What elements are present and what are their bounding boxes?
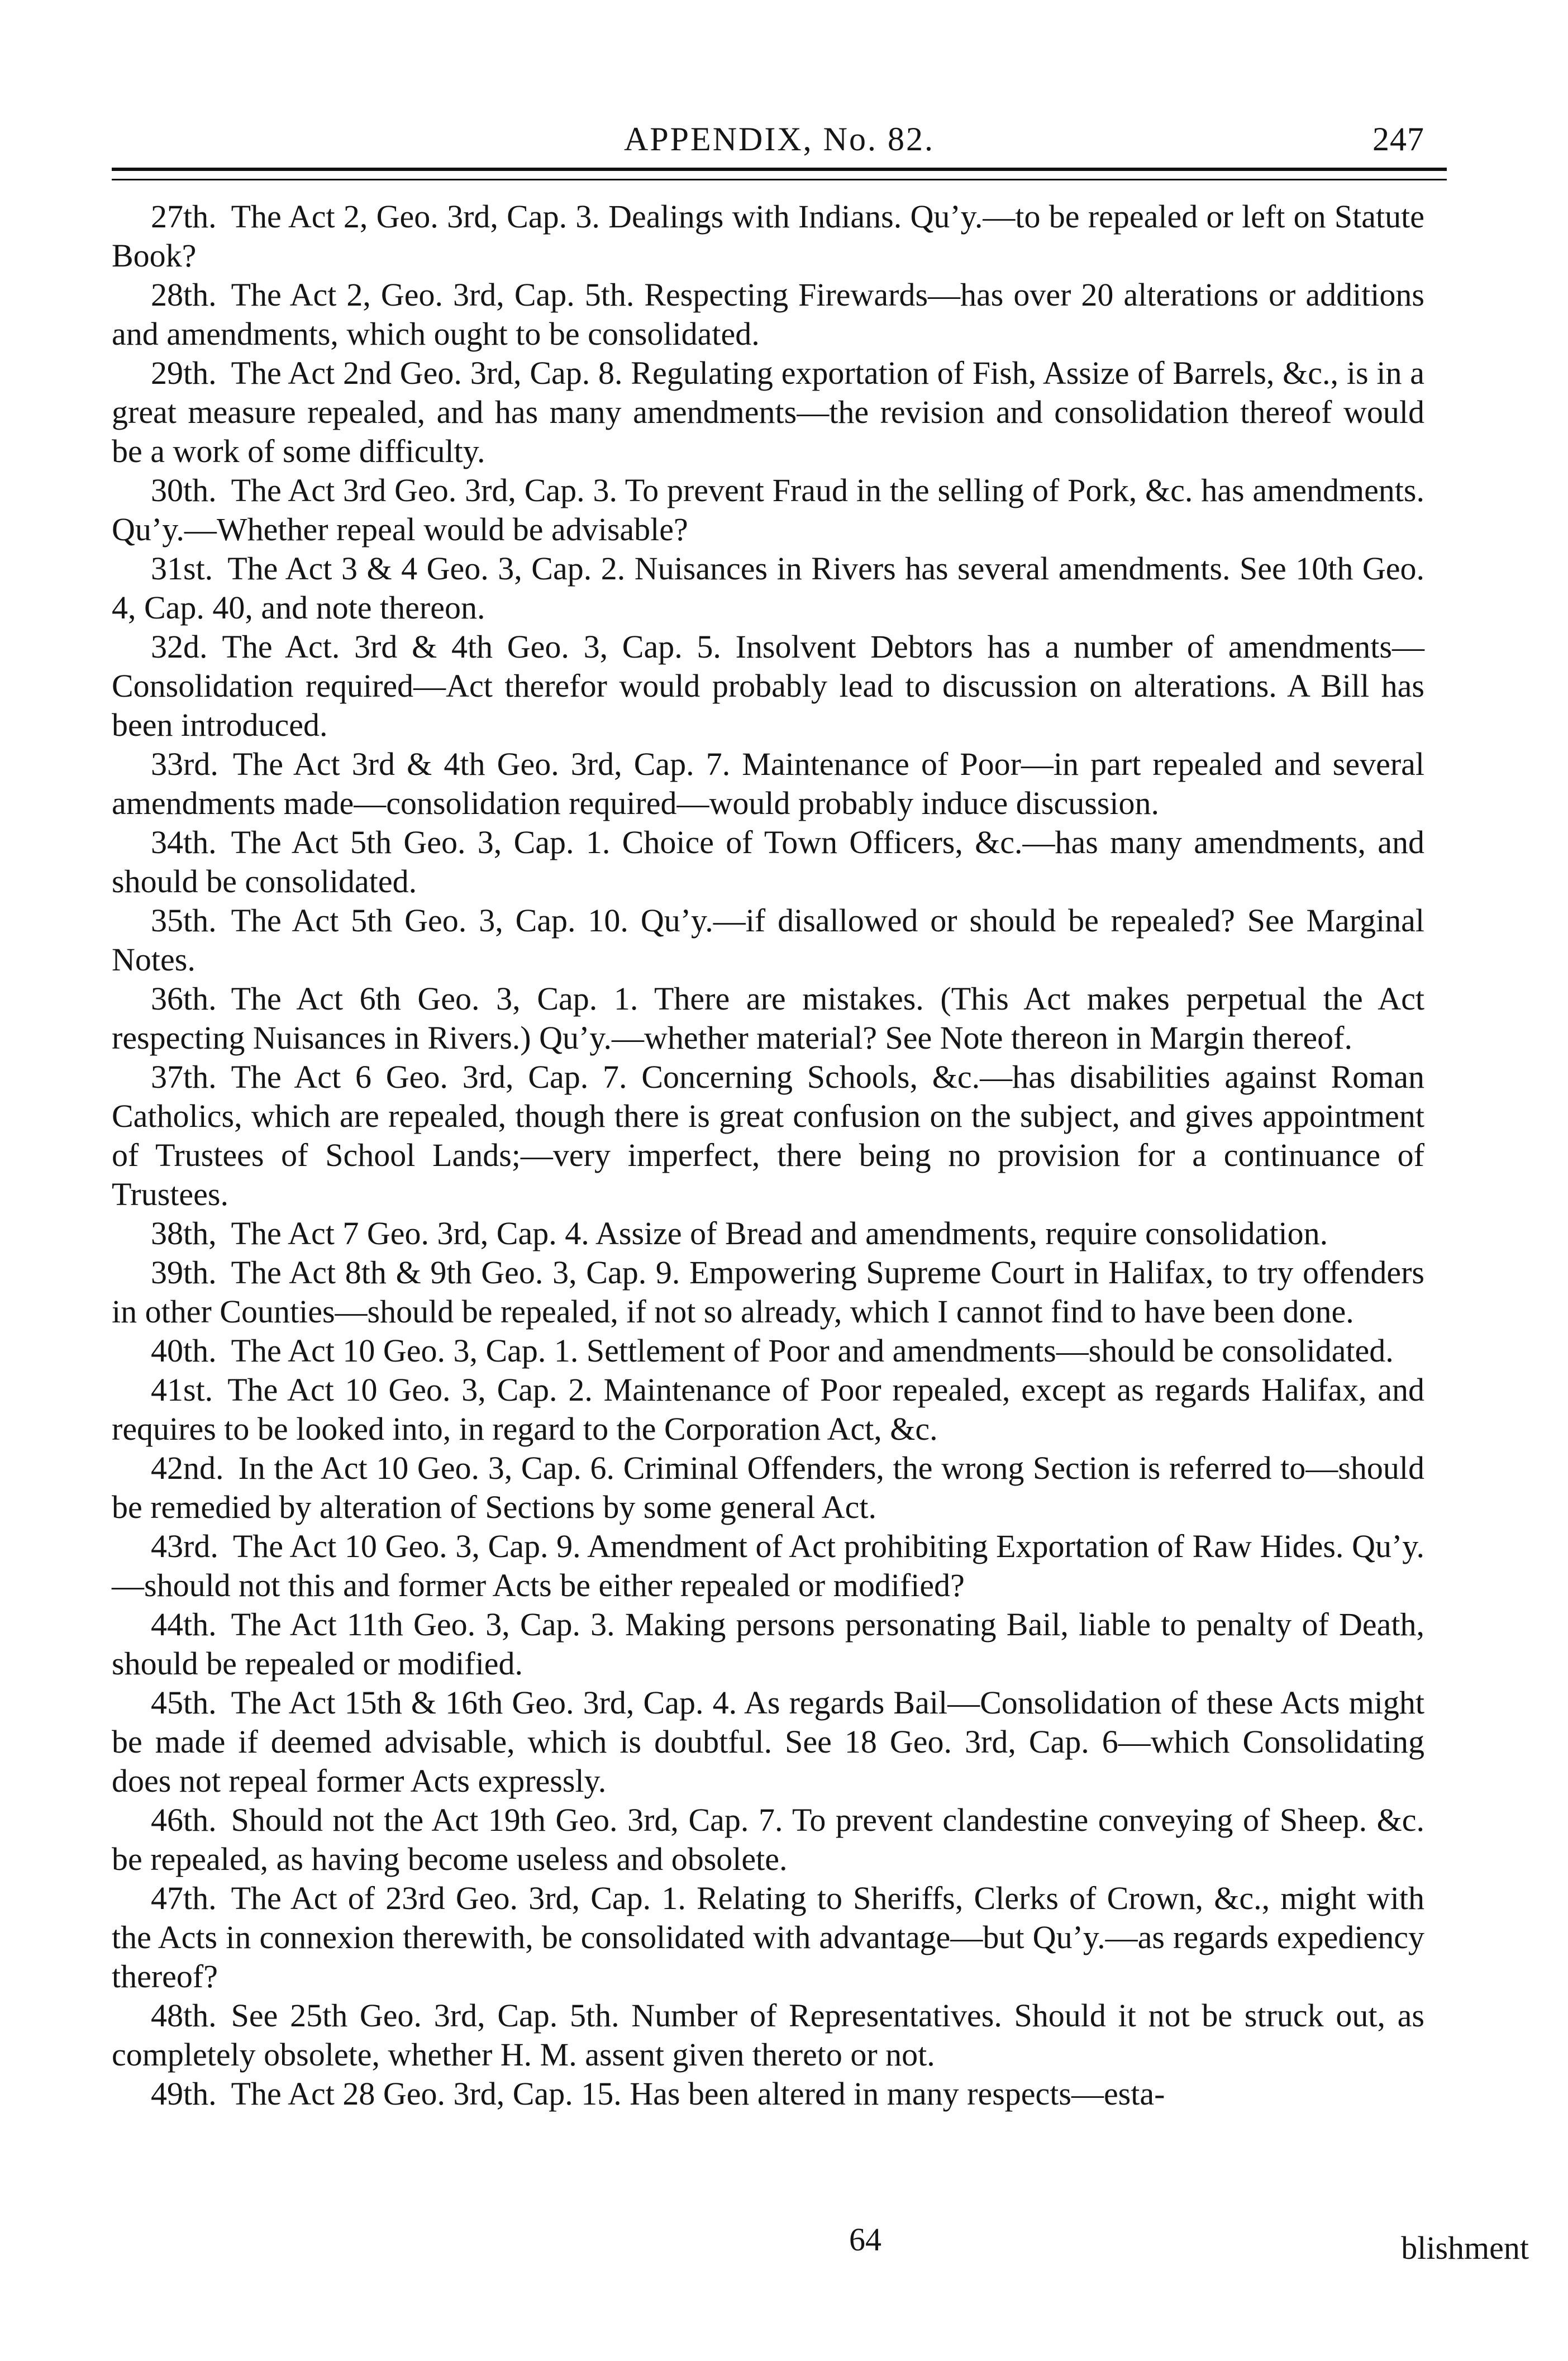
entry-text: See 25th Geo. 3rd, Cap. 5th. Number of Representatives. Should it not be struck out, as completely obsolete, whether H. M. assent given thereto or not. bbox=[112, 1997, 1424, 2073]
entry-paragraph bbox=[112, 1449, 1424, 1527]
entry-paragraph bbox=[112, 1683, 1424, 1801]
entry-paragraph bbox=[112, 1996, 1424, 2074]
entry-number: 40th. bbox=[151, 1332, 217, 1369]
entry-text: The Act 2, Geo. 3rd, Cap. 5th. Respecting Firewards—has over 20 alterations or additions and amendments, which ought to be consolidated. bbox=[112, 277, 1424, 352]
entry-number: 37th. bbox=[151, 1059, 217, 1095]
entry-paragraph bbox=[112, 197, 1424, 275]
entry-text: The Act 3rd & 4th Geo. 3rd, Cap. 7. Maintenance of Poor—in part repealed and several amendments made—consolidation required—would probably induce discussion. bbox=[112, 746, 1424, 821]
page-header bbox=[112, 95, 1447, 168]
entry-number: 33rd. bbox=[151, 746, 218, 782]
catchword: blishment bbox=[1401, 2230, 1529, 2266]
entry-paragraph bbox=[112, 1253, 1424, 1331]
entry-paragraph bbox=[112, 745, 1424, 823]
entry-text: The Act 3 & 4 Geo. 3, Cap. 2. Nuisances in Rivers has several amendments. See 10th Geo. 4, Cap. 40, and note thereon. bbox=[112, 550, 1424, 626]
entry-number: 47th. bbox=[151, 1880, 217, 1916]
entry-number: 35th. bbox=[151, 902, 217, 939]
entry-paragraph bbox=[112, 1879, 1424, 1996]
entry-text: Should not the Act 19th Geo. 3rd, Cap. 7. To prevent clandestine conveying of Sheep. &c. be repealed, as having become useless and obsolete. bbox=[112, 1802, 1424, 1877]
header-rule bbox=[112, 168, 1447, 180]
running-title: APPENDIX, No. 82. bbox=[623, 121, 935, 158]
signature-mark: 64 bbox=[849, 2221, 881, 2258]
entry-number: 44th. bbox=[151, 1606, 217, 1643]
entry-text: The Act 5th Geo. 3, Cap. 10. Qu’y.—if disallowed or should be repealed? See Marginal Notes. bbox=[112, 902, 1424, 978]
entry-paragraph bbox=[112, 275, 1424, 354]
entry-paragraph bbox=[112, 1214, 1424, 1253]
entry-number: 39th. bbox=[151, 1254, 217, 1291]
entry-number: 32d. bbox=[151, 629, 208, 665]
document-page bbox=[112, 95, 1447, 2114]
entry-paragraph bbox=[112, 979, 1424, 1058]
entry-paragraph bbox=[112, 549, 1424, 627]
entry-text: The Act 10 Geo. 3, Cap. 1. Settlement of Poor and amendments—should be consolidated. bbox=[231, 1332, 1394, 1369]
entry-text: The Act 6 Geo. 3rd, Cap. 7. Concerning Schools, &c.—has disabilities against Roman Catholics, which are repealed, though there is great confusion on the subject, and gives appointment of Trustees of School Lands;—very imperfect, there being no provision for a continuance of Trustees. bbox=[112, 1059, 1424, 1212]
entry-text: The Act 3rd Geo. 3rd, Cap. 3. To prevent Fraud in the selling of Pork, &c. has amendments. Qu’y.—Whether repeal would be advisable? bbox=[112, 472, 1424, 548]
entry-number: 42nd. bbox=[151, 1450, 224, 1486]
entry-text: The Act of 23rd Geo. 3rd, Cap. 1. Relating to Sheriffs, Clerks of Crown, &c., might with the Acts in connexion therewith, be consolidated with advantage—but Qu’y.—as regards expediency thereof? bbox=[112, 1880, 1424, 1995]
entry-number: 28th. bbox=[151, 277, 217, 313]
entry-number: 36th. bbox=[151, 980, 217, 1017]
entry-paragraph bbox=[112, 354, 1424, 471]
entries-list bbox=[112, 197, 1447, 2114]
entry-paragraph bbox=[112, 1527, 1424, 1605]
entry-text: The Act 11th Geo. 3, Cap. 3. Making persons personating Bail, liable to penalty of Death, should be repealed or modified. bbox=[112, 1606, 1424, 1682]
entry-paragraph bbox=[112, 1801, 1424, 1879]
entry-number: 34th. bbox=[151, 824, 217, 860]
entry-paragraph bbox=[112, 1331, 1424, 1370]
entry-text: In the Act 10 Geo. 3, Cap. 6. Criminal Offenders, the wrong Section is referred to—should be remedied by alteration of Sections by some general Act. bbox=[112, 1450, 1424, 1525]
entry-text: The Act. 3rd & 4th Geo. 3, Cap. 5. Insolvent Debtors has a number of amendments—Consolidation required—Act therefor would probably lead to discussion on alterations. A Bill has been introduced. bbox=[112, 629, 1424, 743]
entry-text: The Act 15th & 16th Geo. 3rd, Cap. 4. As regards Bail—Consolidation of these Acts might be made if deemed advisable, which is doubtful. See 18 Geo. 3rd, Cap. 6—which Consolidating does not repeal former Acts expressly. bbox=[112, 1684, 1424, 1799]
entry-text: The Act 8th & 9th Geo. 3, Cap. 9. Empowering Supreme Court in Halifax, to try offenders in other Counties—should be repealed, if not so already, which I cannot find to have been done. bbox=[112, 1254, 1424, 1330]
entry-paragraph bbox=[112, 2074, 1424, 2114]
entry-text: The Act 2nd Geo. 3rd, Cap. 8. Regulating exportation of Fish, Assize of Barrels, &c., is in a great measure repealed, and has many amendments—the revision and consolidation thereof would be a work of some difficulty. bbox=[112, 355, 1424, 469]
entry-number: 46th. bbox=[151, 1802, 217, 1838]
entry-number: 45th. bbox=[151, 1684, 217, 1721]
entry-text: The Act 6th Geo. 3, Cap. 1. There are mistakes. (This Act makes perpetual the Act respecting Nuisances in Rivers.) Qu’y.—whether material? See Note thereon in Margin thereof. bbox=[112, 980, 1424, 1056]
entry-number: 49th. bbox=[151, 2076, 217, 2112]
entry-text: The Act 7 Geo. 3rd, Cap. 4. Assize of Bread and amendments, require consolidation. bbox=[231, 1215, 1328, 1251]
entry-number: 38th, bbox=[151, 1215, 217, 1251]
entry-number: 43rd. bbox=[151, 1528, 218, 1564]
entry-paragraph bbox=[112, 1605, 1424, 1683]
entry-paragraph bbox=[112, 627, 1424, 745]
entry-paragraph bbox=[112, 901, 1424, 979]
entry-number: 48th. bbox=[151, 1997, 217, 2034]
entry-number: 27th. bbox=[151, 198, 217, 235]
entry-paragraph bbox=[112, 823, 1424, 901]
entry-number: 29th. bbox=[151, 355, 217, 391]
entry-paragraph bbox=[112, 1058, 1424, 1214]
entry-paragraph bbox=[112, 471, 1424, 549]
entry-number: 31st. bbox=[151, 550, 213, 587]
entry-number: 41st. bbox=[151, 1372, 213, 1408]
entry-paragraph bbox=[112, 1370, 1424, 1449]
entry-text: The Act 2, Geo. 3rd, Cap. 3. Dealings with Indians. Qu’y.—to be repealed or left on Statute Book? bbox=[112, 198, 1424, 274]
page-number: 247 bbox=[1372, 121, 1424, 158]
entry-text: The Act 10 Geo. 3, Cap. 2. Maintenance of Poor repealed, except as regards Halifax, and requires to be looked into, in regard to the Corporation Act, &c. bbox=[112, 1372, 1424, 1447]
entry-number: 30th. bbox=[151, 472, 217, 508]
entry-text: The Act 10 Geo. 3, Cap. 9. Amendment of Act prohibiting Exportation of Raw Hides. Qu’y.—should not this and former Acts be either repealed or modified? bbox=[112, 1528, 1424, 1603]
entry-text: The Act 28 Geo. 3rd, Cap. 15. Has been altered in many respects—esta- bbox=[231, 2076, 1165, 2112]
entry-text: The Act 5th Geo. 3, Cap. 1. Choice of Town Officers, &c.—has many amendments, and should be consolidated. bbox=[112, 824, 1424, 899]
